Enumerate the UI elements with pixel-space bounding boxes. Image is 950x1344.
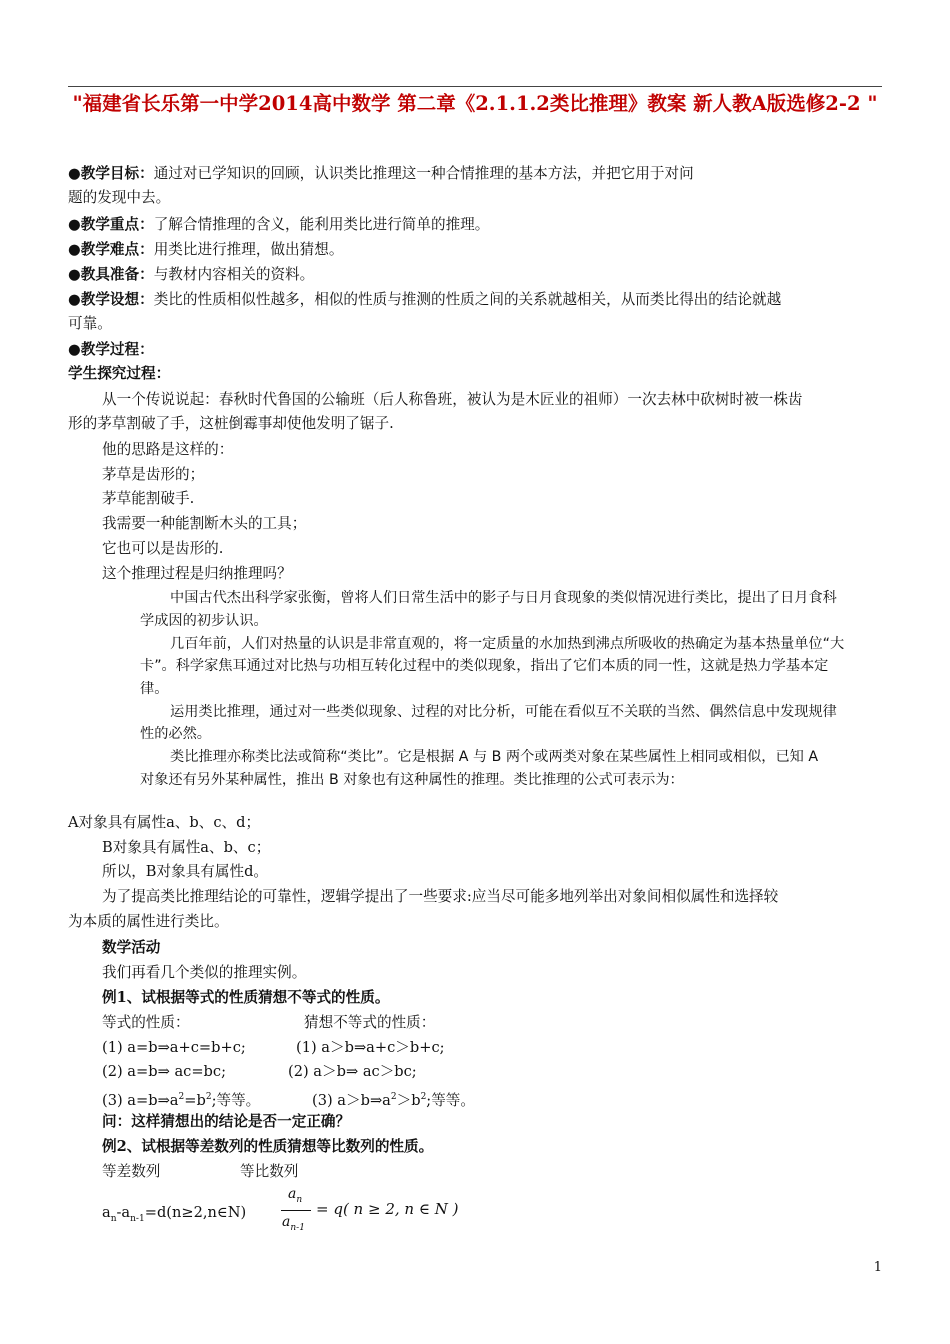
geo-rhs: = q( n ≥ 2, n ∈ N ) [316, 1200, 459, 1218]
difficulty-text: 用类比进行推理，做出猜想。 [153, 241, 344, 258]
key-line [68, 215, 489, 235]
example1-title: 例1、试根据等式的性质猜想不等式的性质。 [102, 989, 390, 1006]
story-line: 从一个传说说起：春秋时代鲁国的公输班（后人称鲁班，被认为是木匠业的祖师）一次去林中砍树时被一株齿 [102, 391, 803, 408]
geo-denominator [282, 1214, 305, 1233]
geo-num-sub: n [296, 1194, 303, 1205]
story-line: 茅草能割破手. [102, 490, 195, 507]
explore-label: 学生探究过程： [68, 365, 171, 382]
activity-text: 我们再看几个类似的推理实例。 [102, 964, 307, 981]
tools-text: 与教材内容相关的资料。 [153, 266, 315, 283]
design-text: 类比的性质相似性越多，相似的性质与推测的性质之间的关系就越相关，从而类比得出的结论就越 [153, 291, 782, 308]
arith-sub: n [110, 1213, 117, 1224]
tools-line [68, 265, 314, 285]
key-text: 了解合情推理的含义，能利用类比进行简单的推理。 [153, 216, 490, 233]
example1-row1-left: (1) a=b⇒a+c=b+c; [102, 1039, 246, 1056]
arith-formula [102, 1203, 246, 1229]
header-rule [68, 86, 882, 87]
process-label: ●教学过程： [68, 341, 154, 358]
row3-right-a: (3) a＞b⇒a [312, 1091, 391, 1109]
fraction-bar [281, 1210, 311, 1211]
row3-right-b: ＞b [396, 1091, 421, 1109]
scan-line: 学成因的初步认识。 [140, 613, 268, 629]
geo-den: a [282, 1214, 291, 1230]
scan-line: 几百年前，人们对热量的认识是非常直观的，将一定质量的水加热到沸点所吸收的热确定为基本热量单位“大 [170, 636, 845, 652]
example2-col-right: 等比数列 [240, 1163, 299, 1180]
formula-line: B对象具有属性a、b、c； [102, 839, 271, 856]
design-line [68, 290, 781, 310]
logic-line: 为了提高类比推理结论的可靠性，逻辑学提出了一些要求:应当尽可能多地列举出对象间相似属性和选择较 [102, 888, 779, 905]
scan-line: 运用类比推理，通过对一些类似现象、过程的对比分析，可能在看似互不关联的当然、偶然信息中发现规律 [170, 704, 837, 720]
row3-right-c: ;等等。 [426, 1091, 475, 1109]
sup: 2 [205, 1092, 212, 1102]
formula-line: A对象具有属性a、b、c、d； [68, 814, 261, 831]
row3-left-b: =b [184, 1091, 206, 1109]
story-line: 茅草是齿形的； [102, 466, 205, 483]
goal-line [68, 164, 694, 184]
design-label: ●教学设想： [68, 291, 154, 308]
story-line: 形的茅草割破了手，这桩倒霉事却使他发明了锯子. [68, 415, 394, 432]
example1-question: 问：这样猜想出的结论是否一定正确？ [102, 1113, 351, 1130]
design-line-2: 可靠。 [68, 315, 112, 332]
example1-col-left: 等式的性质： [102, 1014, 190, 1031]
sup: 2 [420, 1092, 427, 1102]
tools-label: ●教具准备： [68, 266, 154, 283]
geo-den-sub: n-1 [290, 1222, 305, 1233]
geo-numerator [288, 1186, 302, 1205]
scan-line: 对象还有另外某种属性，推出 B 对象也有这种属性的推理。类比推理的公式可表示为： [140, 772, 684, 788]
row3-left-c: ;等等。 [211, 1091, 261, 1109]
example1-col-right: 猜想不等式的性质： [304, 1014, 436, 1031]
example1-row3-right [312, 1087, 475, 1111]
example1-row1-right: (1) a＞b⇒a+c＞b+c; [296, 1039, 445, 1056]
goal-line-2: 题的发现中去。 [68, 189, 171, 206]
example1-row2-left: (2) a=b⇒ ac=bc; [102, 1063, 226, 1080]
sup: 2 [390, 1092, 397, 1102]
story-line: 他的思路是这样的： [102, 441, 234, 458]
activity-label: 数学活动 [102, 939, 161, 956]
arith-sub: n-1 [130, 1213, 145, 1224]
story-line: 这个推理过程是归纳推理吗？ [102, 565, 292, 582]
arith-mid: -a [116, 1204, 131, 1221]
example1-row3-left [102, 1087, 260, 1111]
scan-line: 类比推理亦称类比法或简称“类比”。它是根据 A 与 B 两个或两类对象在某些属性上相同或相似，已知 A [170, 749, 819, 765]
document-title: "福建省长乐第一中学2014高中数学 第二章《2.1.1.2类比推理》教案 新人教A版选修2-2 " [72, 92, 878, 115]
page-number: 1 [873, 1260, 882, 1275]
scan-line: 卡”。科学家焦耳通过对比热与功相互转化过程中的类似现象，指出了它们本质的同一性，这就是热力学基本定 [140, 658, 829, 674]
story-line: 我需要一种能割断木头的工具； [102, 515, 307, 532]
key-label: ●教学重点： [68, 216, 154, 233]
example2-title: 例2、试根据等差数列的性质猜想等比数列的性质。 [102, 1138, 434, 1155]
formula-line: 所以，B对象具有属性d。 [102, 863, 269, 880]
goal-text: 通过对已学知识的回顾，认识类比推理这一种合情推理的基本方法，并把它用于对问 [153, 165, 694, 182]
story-line: 它也可以是齿形的. [102, 540, 224, 557]
logic-line-2: 为本质的属性进行类比。 [68, 913, 229, 930]
difficulty-label: ●教学难点： [68, 241, 154, 258]
scan-line: 律。 [140, 681, 169, 697]
example2-col-left: 等差数列 [102, 1163, 161, 1180]
scan-line: 中国古代杰出科学家张衡，曾将人们日常生活中的影子与日月食现象的类似情况进行类比，提出了日月食科 [170, 590, 837, 606]
example1-row2-right: (2) a＞b⇒ ac＞bc; [288, 1063, 417, 1080]
arith-end: =d(n≥2,n∈N) [144, 1204, 247, 1221]
difficulty-line [68, 240, 343, 260]
scan-line: 性的必然。 [140, 726, 211, 742]
goal-label: ●教学目标： [68, 165, 154, 182]
row3-left-a: (3) a=b⇒a [102, 1091, 179, 1109]
sup: 2 [178, 1092, 185, 1102]
geo-num: a [288, 1186, 297, 1202]
arith-a: a [102, 1204, 111, 1221]
